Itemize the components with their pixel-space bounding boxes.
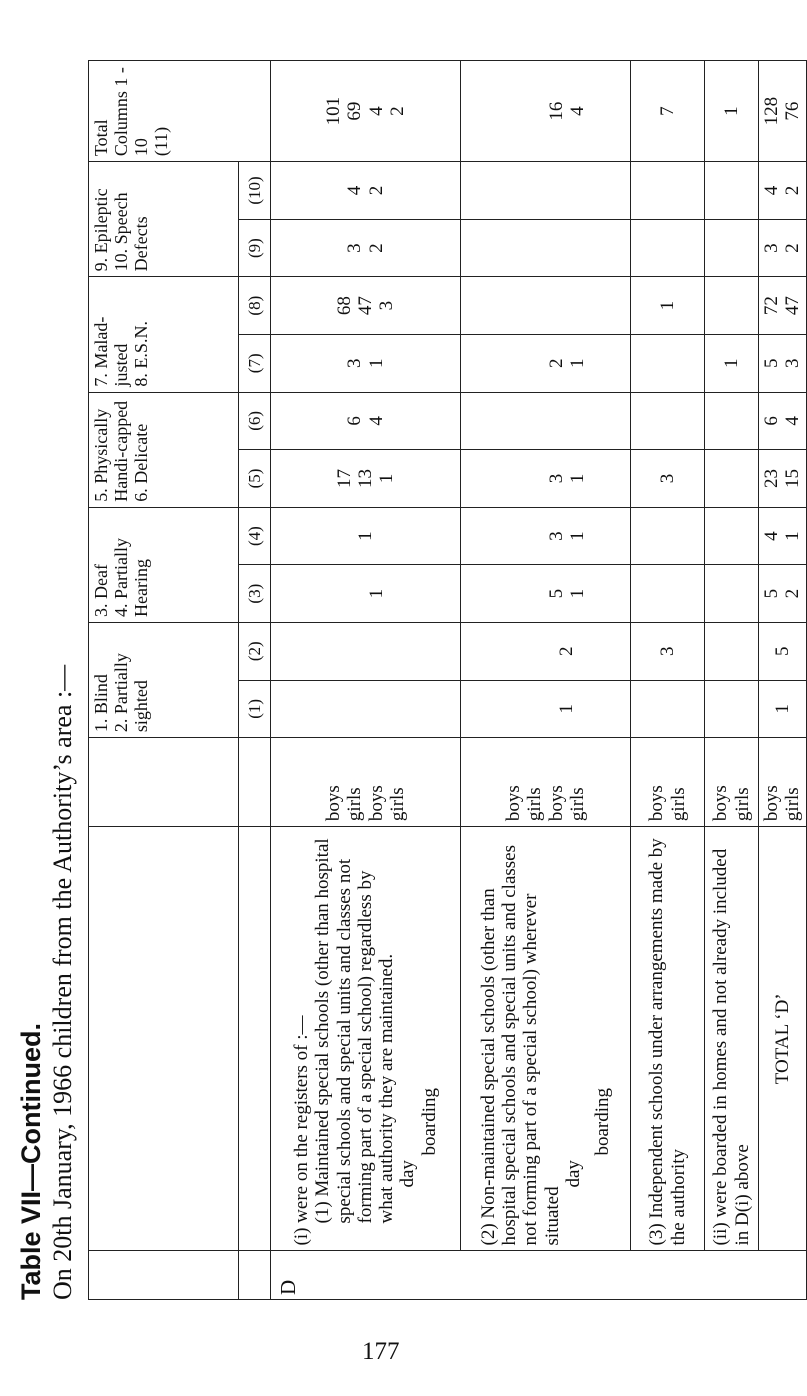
cell-col8 (705, 277, 759, 335)
cell-col8: 68 47 3 (271, 277, 461, 335)
cell-col7: 2 1 (461, 334, 631, 392)
cell-col6 (461, 392, 631, 450)
sex-labels: boys girls (705, 738, 759, 827)
cell-col1: 1 (461, 680, 631, 738)
header-deaf-partially-hearing: 3. Deaf 4. Partially Hearing (89, 507, 239, 622)
total-row (759, 61, 807, 1300)
cell-col2: 2 (461, 622, 631, 680)
column-number: (8) (239, 277, 271, 335)
header-blind-partially-sighted: 1. Blind 2. Partially sighted (89, 622, 239, 737)
cell-col4: 4 1 (759, 507, 807, 565)
sex-labels: boys girls (631, 738, 705, 827)
blank-header (89, 827, 239, 1251)
cell-col2: 3 (631, 622, 705, 680)
cell-col3: 5 1 (461, 565, 631, 623)
column-number: (7) (239, 334, 271, 392)
row-day-label: day (397, 1160, 419, 1188)
column-number: (6) (239, 392, 271, 450)
cell-col9 (705, 219, 759, 277)
table-row (461, 61, 631, 1300)
cell-col10 (461, 162, 631, 220)
cell-col9 (461, 219, 631, 277)
row-text: (2) Non-maintained special schools (other than hospital special schools and special units and classes not forming part of a special school) wherever situated (477, 845, 563, 1246)
cell-col5: 23 15 (759, 450, 807, 508)
column-number: (2) (239, 622, 271, 680)
table-row (631, 61, 705, 1300)
row-boarding-label: boarding (592, 1087, 614, 1156)
table-container (88, 60, 804, 1300)
cell-col10 (705, 162, 759, 220)
header-total (89, 61, 271, 162)
cell-col4: 3 1 (461, 507, 631, 565)
cell-col11: 101 69 4 2 (271, 61, 461, 162)
cell-col6 (631, 392, 705, 450)
cell-col3 (705, 565, 759, 623)
cell-col3: 1 (271, 565, 461, 623)
cell-col5 (705, 450, 759, 508)
cell-col5: 17 13 1 (271, 450, 461, 508)
cell-col9: 3 2 (271, 219, 461, 277)
cell-col11: 7 (631, 61, 705, 162)
table-title: Table VII—Continued. (16, 1022, 46, 1300)
cell-col1 (631, 680, 705, 738)
header-physically-handicapped-delicate: 5. Physically Handi-capped 6. Delicate (89, 392, 239, 507)
row-text: (1) Maintained special schools (other than hospital special schools and special units and classes not forming part of a special school) regardless by what authority they are maintained. (312, 838, 398, 1224)
header-epileptic-speech-defects: 9. Epileptic 10. Speech Defects (89, 162, 239, 277)
page-number: 177 (362, 1338, 400, 1365)
header-total-label: Total Columns 1 - 10 (91, 67, 152, 157)
cell-col7: 5 3 (759, 334, 807, 392)
data-table (88, 60, 807, 1300)
cell-col10: 4 2 (271, 162, 461, 220)
column-number: (1) (239, 680, 271, 738)
header-maladjusted-esn: 7. Malad-justed 8. E.S.N. (89, 277, 239, 392)
header-row (89, 61, 239, 1300)
row-description (271, 827, 461, 1251)
table-row (705, 61, 759, 1300)
cell-col7 (631, 334, 705, 392)
cell-col1: 1 (759, 680, 807, 738)
column-number: (5) (239, 450, 271, 508)
blank-cell (239, 1251, 271, 1300)
cell-col9 (631, 219, 705, 277)
column-number: (11) (151, 126, 172, 157)
total-label: TOTAL ‘D’ (759, 827, 807, 1251)
cell-col4 (631, 507, 705, 565)
table-row (271, 61, 461, 1300)
row-description: (ii) were boarded in homes and not already included in D(i) above (705, 827, 759, 1251)
row-intro: (i) were on the registers of :— (291, 1015, 313, 1246)
cell-col4 (705, 507, 759, 565)
cell-col11: 1 (705, 61, 759, 162)
cell-col1 (271, 680, 461, 738)
section-label: D (271, 1251, 807, 1300)
cell-col11: 128 76 (759, 61, 807, 162)
cell-col2 (271, 622, 461, 680)
cell-col11: 16 4 (461, 61, 631, 162)
column-number: (10) (239, 162, 271, 220)
row-boarding-label: boarding (418, 1087, 440, 1156)
cell-col5: 3 (631, 450, 705, 508)
cell-col10 (631, 162, 705, 220)
column-number-row (239, 61, 271, 1300)
cell-col5: 3 1 (461, 450, 631, 508)
blank-header (89, 738, 239, 827)
row-description: (3) Independent schools under arrangements made by the authority (631, 827, 705, 1251)
cell-col7: 3 1 (271, 334, 461, 392)
cell-col3 (631, 565, 705, 623)
cell-col2 (705, 622, 759, 680)
column-number: (3) (239, 565, 271, 623)
blank-cell (239, 827, 271, 1251)
cell-col8: 72 47 (759, 277, 807, 335)
cell-col6 (705, 392, 759, 450)
blank-cell (239, 738, 271, 827)
cell-col7: 1 (705, 334, 759, 392)
cell-col9: 3 2 (759, 219, 807, 277)
table-subtitle: On 20th January, 1966 children from the Authority’s area :— (48, 664, 77, 1300)
column-number: (9) (239, 219, 271, 277)
cell-col8 (461, 277, 631, 335)
row-day-label: day (562, 1160, 584, 1188)
cell-col2: 5 (759, 622, 807, 680)
cell-col10: 4 2 (759, 162, 807, 220)
column-number: (4) (239, 507, 271, 565)
sex-labels: boys girls boys girls (271, 738, 461, 827)
cell-col3: 5 2 (759, 565, 807, 623)
cell-col1 (705, 680, 759, 738)
cell-col6: 6 4 (759, 392, 807, 450)
sex-labels: boys girls boys girls (461, 738, 631, 827)
cell-col4: 1 (271, 507, 461, 565)
row-description (461, 827, 631, 1251)
cell-col6: 6 4 (271, 392, 461, 450)
blank-header (89, 1251, 239, 1300)
sex-labels: boys girls (759, 738, 807, 827)
cell-col8: 1 (631, 277, 705, 335)
